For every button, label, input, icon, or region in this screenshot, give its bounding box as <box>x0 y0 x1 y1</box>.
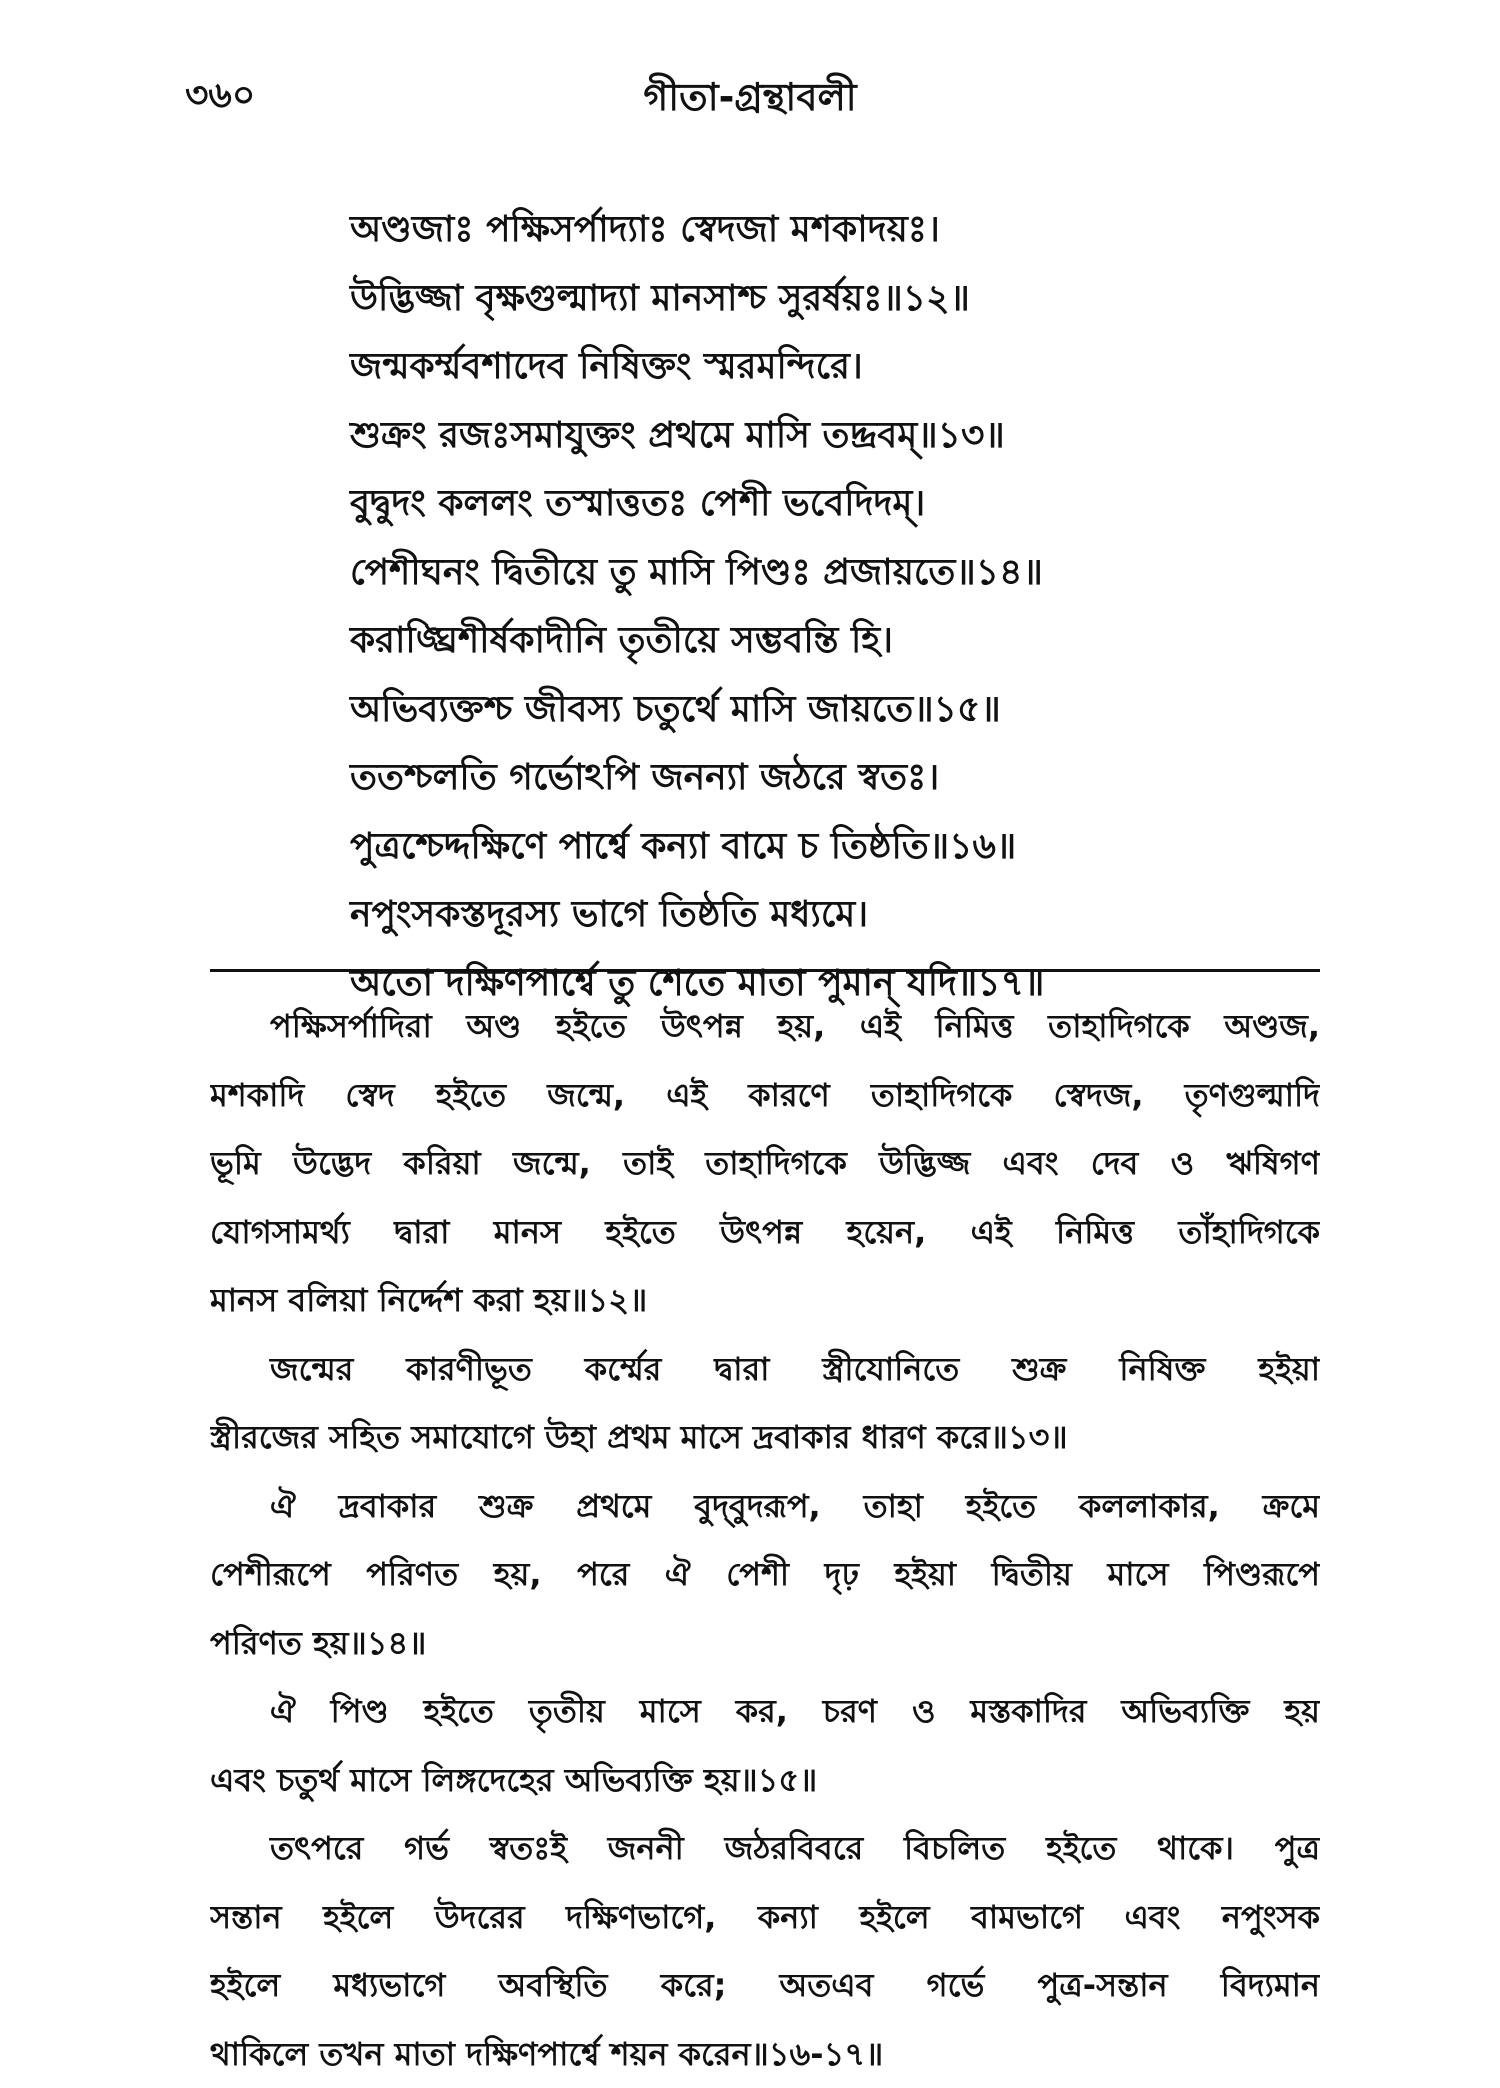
commentary-line: যোগসামর্থ্য দ্বারা মানস হইতে উৎপন্ন হয়েন, এই নিমিত্ত তাঁহাদিগকে <box>210 1198 1320 1267</box>
commentary-line: পক্ষিসর্পাদিরা অণ্ড হইতে উৎপন্ন হয়, এই নিমিত্ত তাহাদিগকে অণ্ডজ, <box>210 992 1320 1061</box>
page-number: ৩৬০ <box>185 68 255 128</box>
verse-line: জন্মকর্ম্মবশাদেব নিষিক্তং স্মরমন্দিরে। <box>350 333 1400 402</box>
verse-block <box>350 196 1400 1018</box>
verse-line: শুক্রং রজঃসমাযুক্তং প্রথমে মাসি তদ্দ্রবম্॥১৩॥ <box>350 402 1400 471</box>
verse-line: অভিব্যক্তশ্চ জীবস্য চতুর্থে মাসি জায়তে॥১৫॥ <box>350 676 1400 745</box>
verse-line: বুদ্বুদং কললং তস্মাত্ততঃ পেশী ভবেদিদম্। <box>350 470 1400 539</box>
verse-line: উদ্ভিজ্জা বৃক্ষগুল্মাদ্যা মানসাশ্চ সুরর্ষয়ঃ॥১২॥ <box>350 265 1400 334</box>
verse-line: অণ্ডজাঃ পক্ষিসর্পাদ্যাঃ স্বেদজা মশকাদয়ঃ। <box>350 196 1400 265</box>
commentary-line: স্ত্রীরজের সহিত সমাযোগে উহা প্রথম মাসে দ্রবাকার ধারণ করে॥১৩॥ <box>210 1403 1320 1472</box>
commentary-line: হইলে মধ্যভাগে অবস্থিতি করে; অতএব গর্ভে পুত্র-সন্তান বিদ্যমান <box>210 1951 1320 2020</box>
commentary-line: ভূমি উদ্ভেদ করিয়া জন্মে, তাই তাহাদিগকে উদ্ভিজ্জ এবং দেব ও ঋষিগণ <box>210 1129 1320 1198</box>
section-divider <box>210 969 1320 972</box>
verse-line: পুত্রশ্চেদ্দক্ষিণে পার্শ্বে কন্যা বামে চ তিষ্ঠতি॥১৬॥ <box>350 813 1400 882</box>
commentary-line: থাকিলে তখন মাতা দক্ষিণপার্শ্বে শয়ন করেন॥১৬-১৭॥ <box>210 2020 1320 2088</box>
commentary-line: এবং চতুর্থ মাসে লিঙ্গদেহের অভিব্যক্তি হয়॥১৫॥ <box>210 1746 1320 1815</box>
commentary-line: তৎপরে গর্ভ স্বতঃই জননী জঠরবিবরে বিচলিত হইতে থাকে। পুত্র <box>210 1814 1320 1883</box>
verse-line: নপুংসকস্তদূরস্য ভাগে তিষ্ঠতি মধ্যমে। <box>350 881 1400 950</box>
commentary-line: জন্মের কারণীভূত কর্ম্মের দ্বারা স্ত্রীযোনিতে শুক্র নিষিক্ত হইয়া <box>210 1335 1320 1404</box>
commentary-line: পরিণত হয়॥১৪॥ <box>210 1609 1320 1678</box>
verse-line: পেশীঘনং দ্বিতীয়ে তু মাসি পিণ্ডঃ প্রজায়তে॥১৪॥ <box>350 539 1400 608</box>
verse-line: করাঙ্ঘ্রিশীর্ষকাদীনি তৃতীয়ে সম্ভবন্তি হি। <box>350 607 1400 676</box>
commentary-line: মানস বলিয়া নির্দ্দেশ করা হয়॥১২॥ <box>210 1266 1320 1335</box>
commentary-line: ঐ পিণ্ড হইতে তৃতীয় মাসে কর, চরণ ও মস্তকাদির অভিব্যক্তি হয় <box>210 1677 1320 1746</box>
commentary-line: সন্তান হইলে উদরের দক্ষিণভাগে, কন্যা হইলে বামভাগে এবং নপুংসক <box>210 1883 1320 1952</box>
verse-line: ততশ্চলতি গর্ভোঽপি জনন্যা জঠরে স্বতঃ। <box>350 744 1400 813</box>
commentary-line: পেশীরূপে পরিণত হয়, পরে ঐ পেশী দৃঢ় হইয়া দ্বিতীয় মাসে পিণ্ডরূপে <box>210 1540 1320 1609</box>
verse-line: অতো দক্ষিণপার্শ্বে তু শেতে মাতা পুমান্ যদি॥১৭॥ <box>350 950 1400 1019</box>
running-title: গীতা-গ্রন্থাবলী <box>0 68 1500 132</box>
commentary-line: মশকাদি স্বেদ হইতে জন্মে, এই কারণে তাহাদিগকে স্বেদজ, তৃণগুল্মাদি <box>210 1061 1320 1130</box>
commentary-line: ঐ দ্রবাকার শুক্র প্রথমে বুদ্‌বুদরূপ, তাহা হইতে কললাকার, ক্রমে <box>210 1472 1320 1541</box>
commentary-block <box>210 992 1320 2088</box>
